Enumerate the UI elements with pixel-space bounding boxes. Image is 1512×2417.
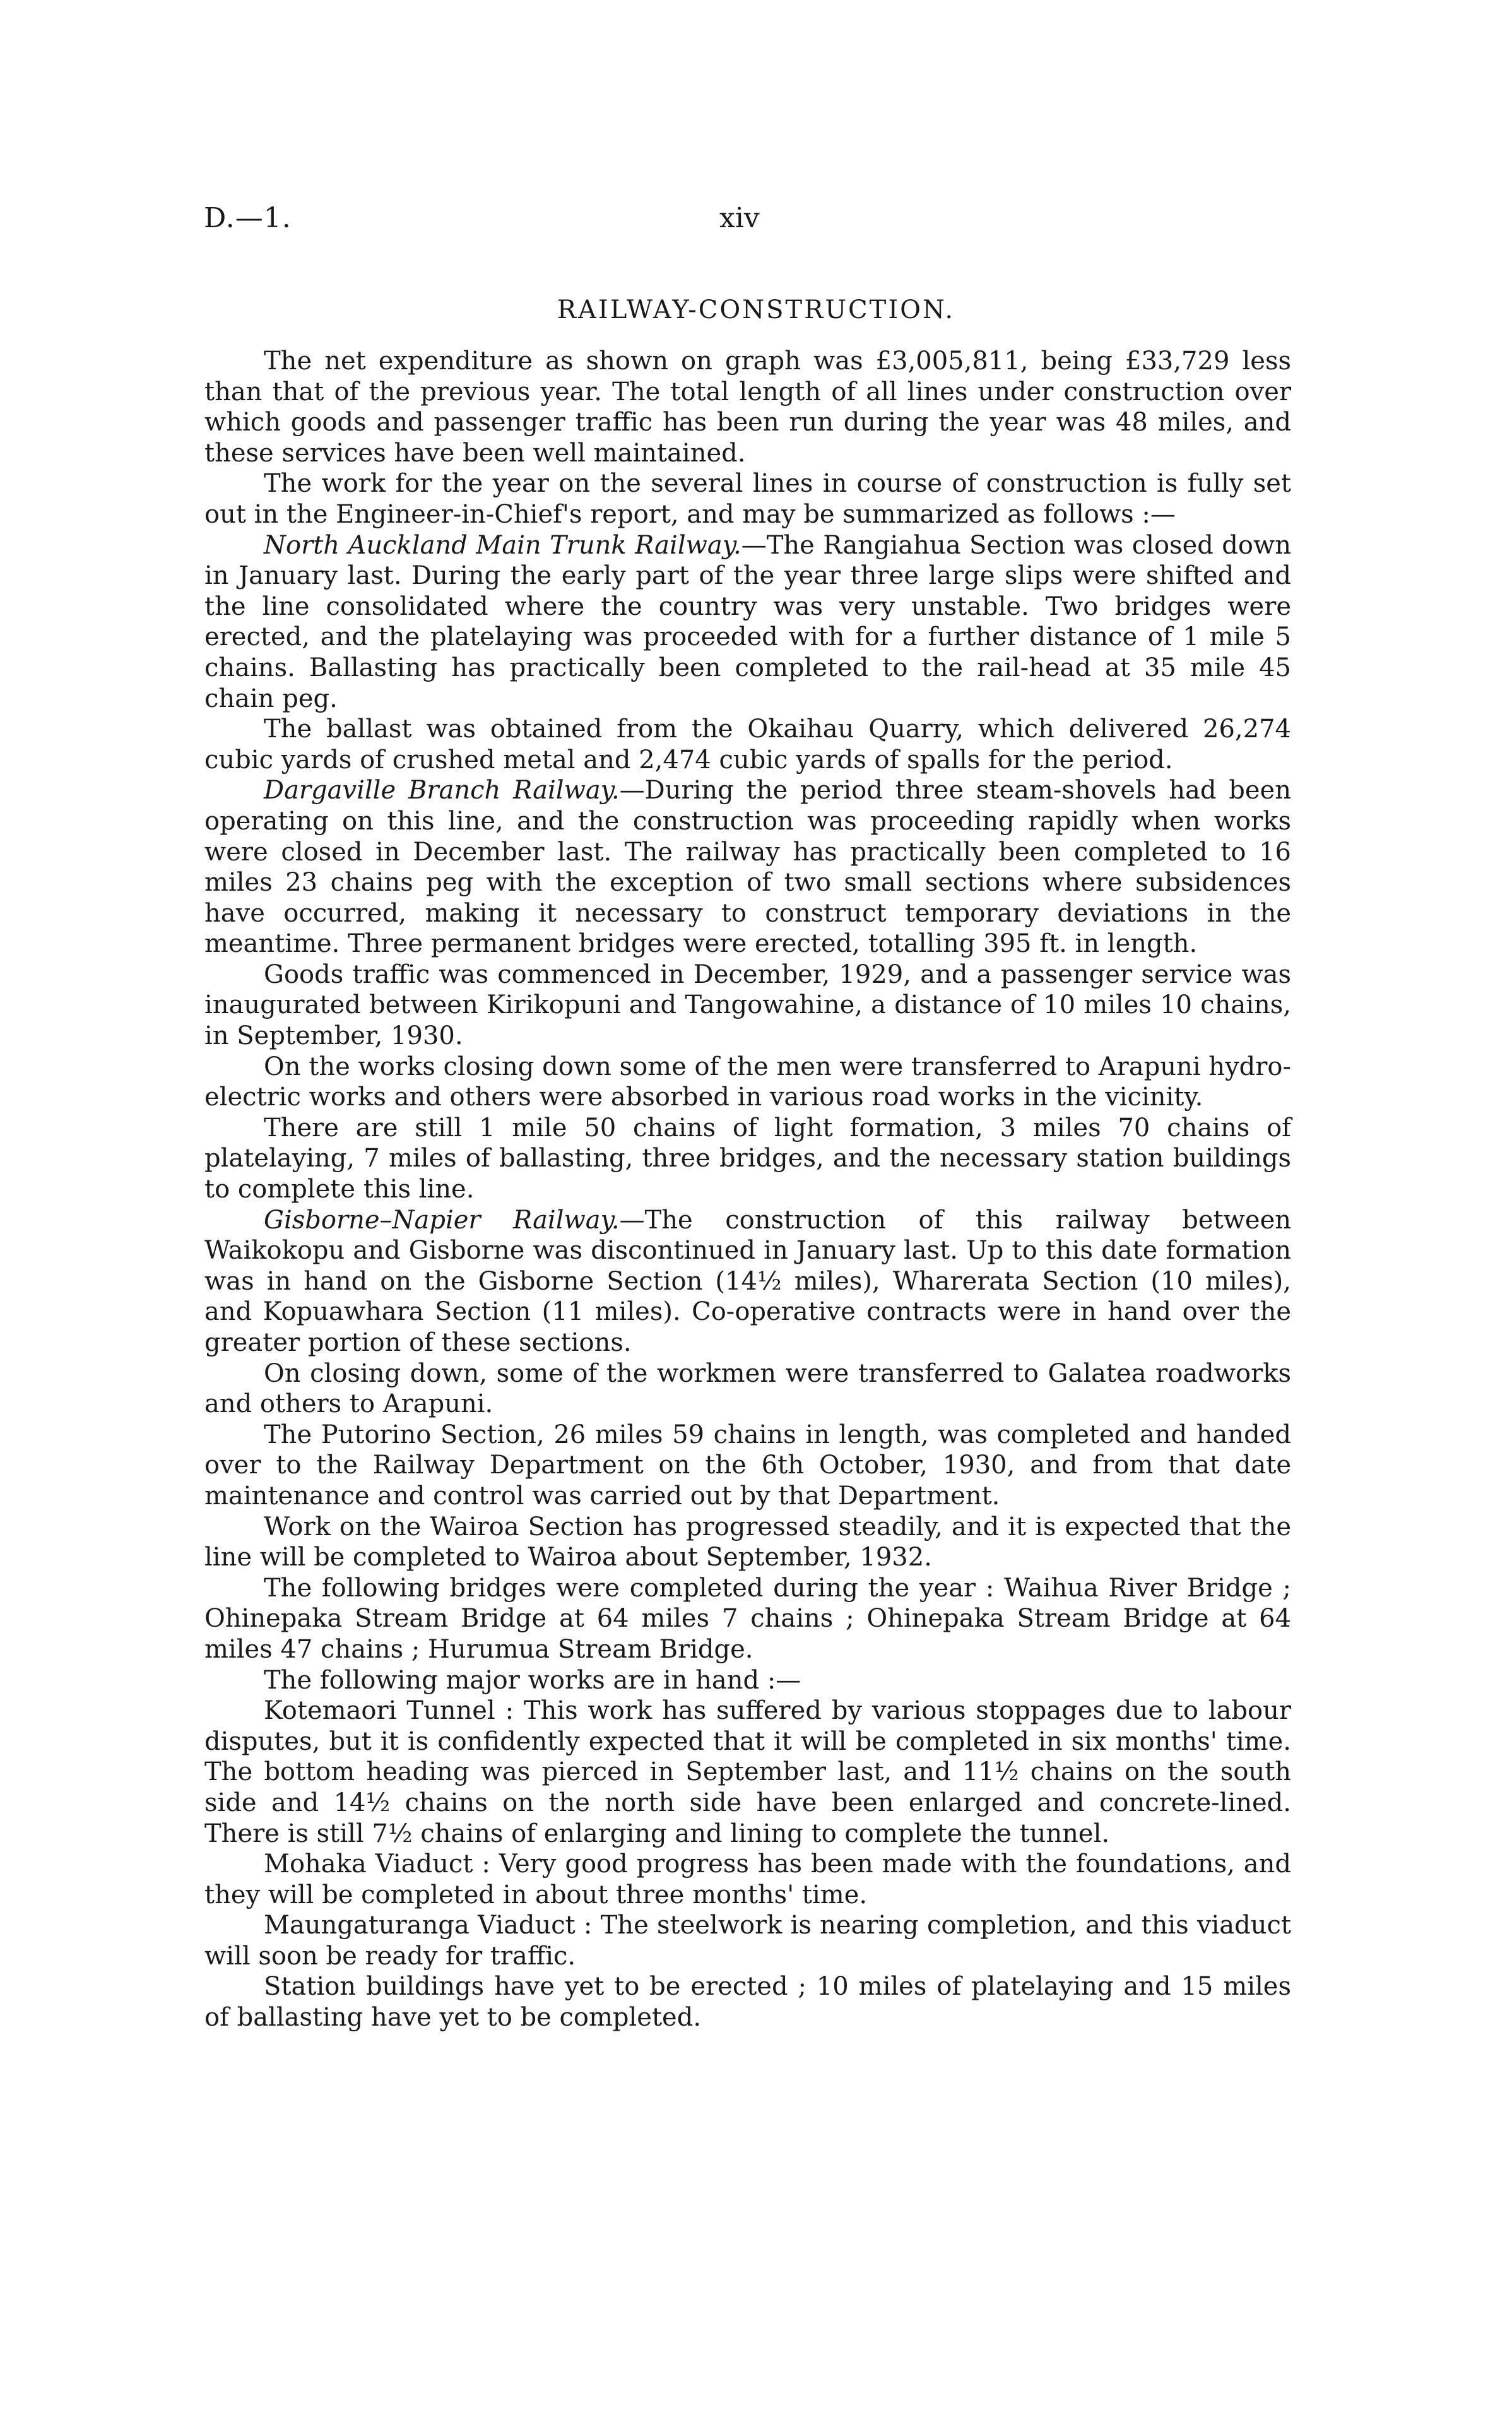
paragraph [204, 1358, 1291, 1420]
paragraph-text: The Putorino Section, 26 miles 59 chains in length, was completed and handed over to the Railway Department on the 6th October, 1930, and from that date maintenance and control was carried out by that Department. [204, 1420, 1291, 1511]
section-title: RAILWAY-CONSTRUCTION. [557, 295, 955, 324]
paragraph-text: The work for the year on the several lines in course of construction is fully set out in the Engineer-in-Chief's report, and may be summarized as follows :— [204, 469, 1291, 529]
paragraph [204, 1910, 1291, 1971]
paragraph-text: Station buildings have yet to be erected ; 10 miles of platelaying and 15 miles of ballasting have yet to be completed. [204, 1972, 1291, 2033]
paragraph [204, 1512, 1291, 1573]
paragraph-text: Work on the Wairoa Section has progressed steadily, and it is expected that the line will be completed to Wairoa about September, 1932. [204, 1512, 1291, 1572]
paragraph-text: On the works closing down some of the men were transferred to Arapuni hydro-electric works and others were absorbed in various road works in the vicinity. [204, 1052, 1291, 1112]
paragraph [204, 530, 1291, 715]
paragraph-text: Mohaka Viaduct : Very good progress has been made with the foundations, and they will be completed in about three months' time. [204, 1850, 1291, 1909]
paragraph [204, 1113, 1291, 1205]
paragraph-text: —The construction of this railway between Waikokopu and Gisborne was discontinued in January last. Up to this date formation was in hand on the Gisborne Section (14½ miles), Wharerata Section (10 miles), and Kopuawhara Section (11 miles). Co-operative contracts were in hand over the greater portion of these sections. [204, 1205, 1291, 1357]
paragraph [204, 1849, 1291, 1910]
paragraph-text: There are still 1 mile 50 chains of light formation, 3 miles 70 chains of platelaying, 7 miles of ballasting, three bridges, and the necessary station buildings to complete this line. [204, 1113, 1291, 1204]
paragraph-text: On closing down, some of the workmen were transferred to Galatea roadworks and others to Arapuni. [204, 1358, 1291, 1419]
paragraph [204, 1665, 1291, 1696]
paragraph [204, 775, 1291, 959]
railway-heading: Dargaville Branch Railway. [264, 776, 620, 805]
paragraph [204, 1573, 1291, 1665]
paragraph-text: The following major works are in hand :— [264, 1665, 801, 1695]
body-text [204, 346, 1291, 2033]
paragraph-text: Goods traffic was commenced in December, 1929, and a passenger service was inaugurated between Kirikopuni and Tangowahine, a distance of 10 miles 10 chains, in September, 1930. [204, 959, 1291, 1051]
paragraph-text: —The Rangiahua Section was closed down in January last. During the early part of the year three large slips were shifted and the line consolidated where the country was very unstable. Two bridges were erected, and the platelaying was proceeded with for a further distance of 1 mile 5 chains. Ballasting has practically been completed to the rail-head at 35 mile 45 chain peg. [204, 530, 1291, 713]
paragraph [204, 468, 1291, 530]
paragraph [204, 1695, 1291, 1849]
paragraph [204, 959, 1291, 1052]
paragraph [204, 1420, 1291, 1512]
paragraph-text: Maungaturanga Viaduct : The steelwork is nearing completion, and this viaduct will soon be ready for traffic. [204, 1911, 1291, 1971]
paragraph [204, 714, 1291, 775]
paragraph-text: The net expenditure as shown on graph was £3,005,811, being £33,729 less than that of the previous year. The total length of all lines under construction over which goods and passenger traffic has been run during the year was 48 miles, and these services have been well maintained. [204, 347, 1291, 468]
document-id: D.—1. [204, 202, 292, 234]
paragraph [204, 1971, 1291, 2033]
paragraph-text: The following bridges were completed during the year : Waihua River Bridge ; Ohinepaka Stream Bridge at 64 miles 7 chains ; Ohinepaka Stream Bridge at 64 miles 47 chains ; Hurumua Stream Bridge. [204, 1573, 1291, 1664]
paragraph [204, 1205, 1291, 1358]
paragraph-text: Kotemaori Tunnel : This work has suffered by various stoppages due to labour disputes, but it is confidently expected that it will be completed in six months' time. The bottom heading was pierced in September last, and 11½ chains on the south side and 14½ chains on the north side have been enlarged and concrete-lined. There is still 7½ chains of enlarging and lining to complete the tunnel. [204, 1696, 1291, 1848]
railway-heading: Gisborne–Napier Railway. [264, 1205, 620, 1235]
paragraph-text: The ballast was obtained from the Okaihau Quarry, which delivered 26,274 cubic yards of crushed metal and 2,474 cubic yards of spalls for the period. [204, 715, 1291, 775]
paragraph-text: —During the period three steam-shovels had been operating on this line, and the construction was proceeding rapidly when works were closed in December last. The railway has practically been completed to 16 miles 23 chains peg with the exception of two small sections where subsidences have occurred, making it necessary to construct temporary deviations in the meantime. Three permanent bridges were erected, totalling 395 ft. in length. [204, 776, 1291, 959]
railway-heading: North Auckland Main Trunk Railway. [264, 530, 741, 560]
paragraph [204, 1052, 1291, 1113]
page-number: xiv [719, 202, 760, 234]
paragraph [204, 346, 1291, 468]
